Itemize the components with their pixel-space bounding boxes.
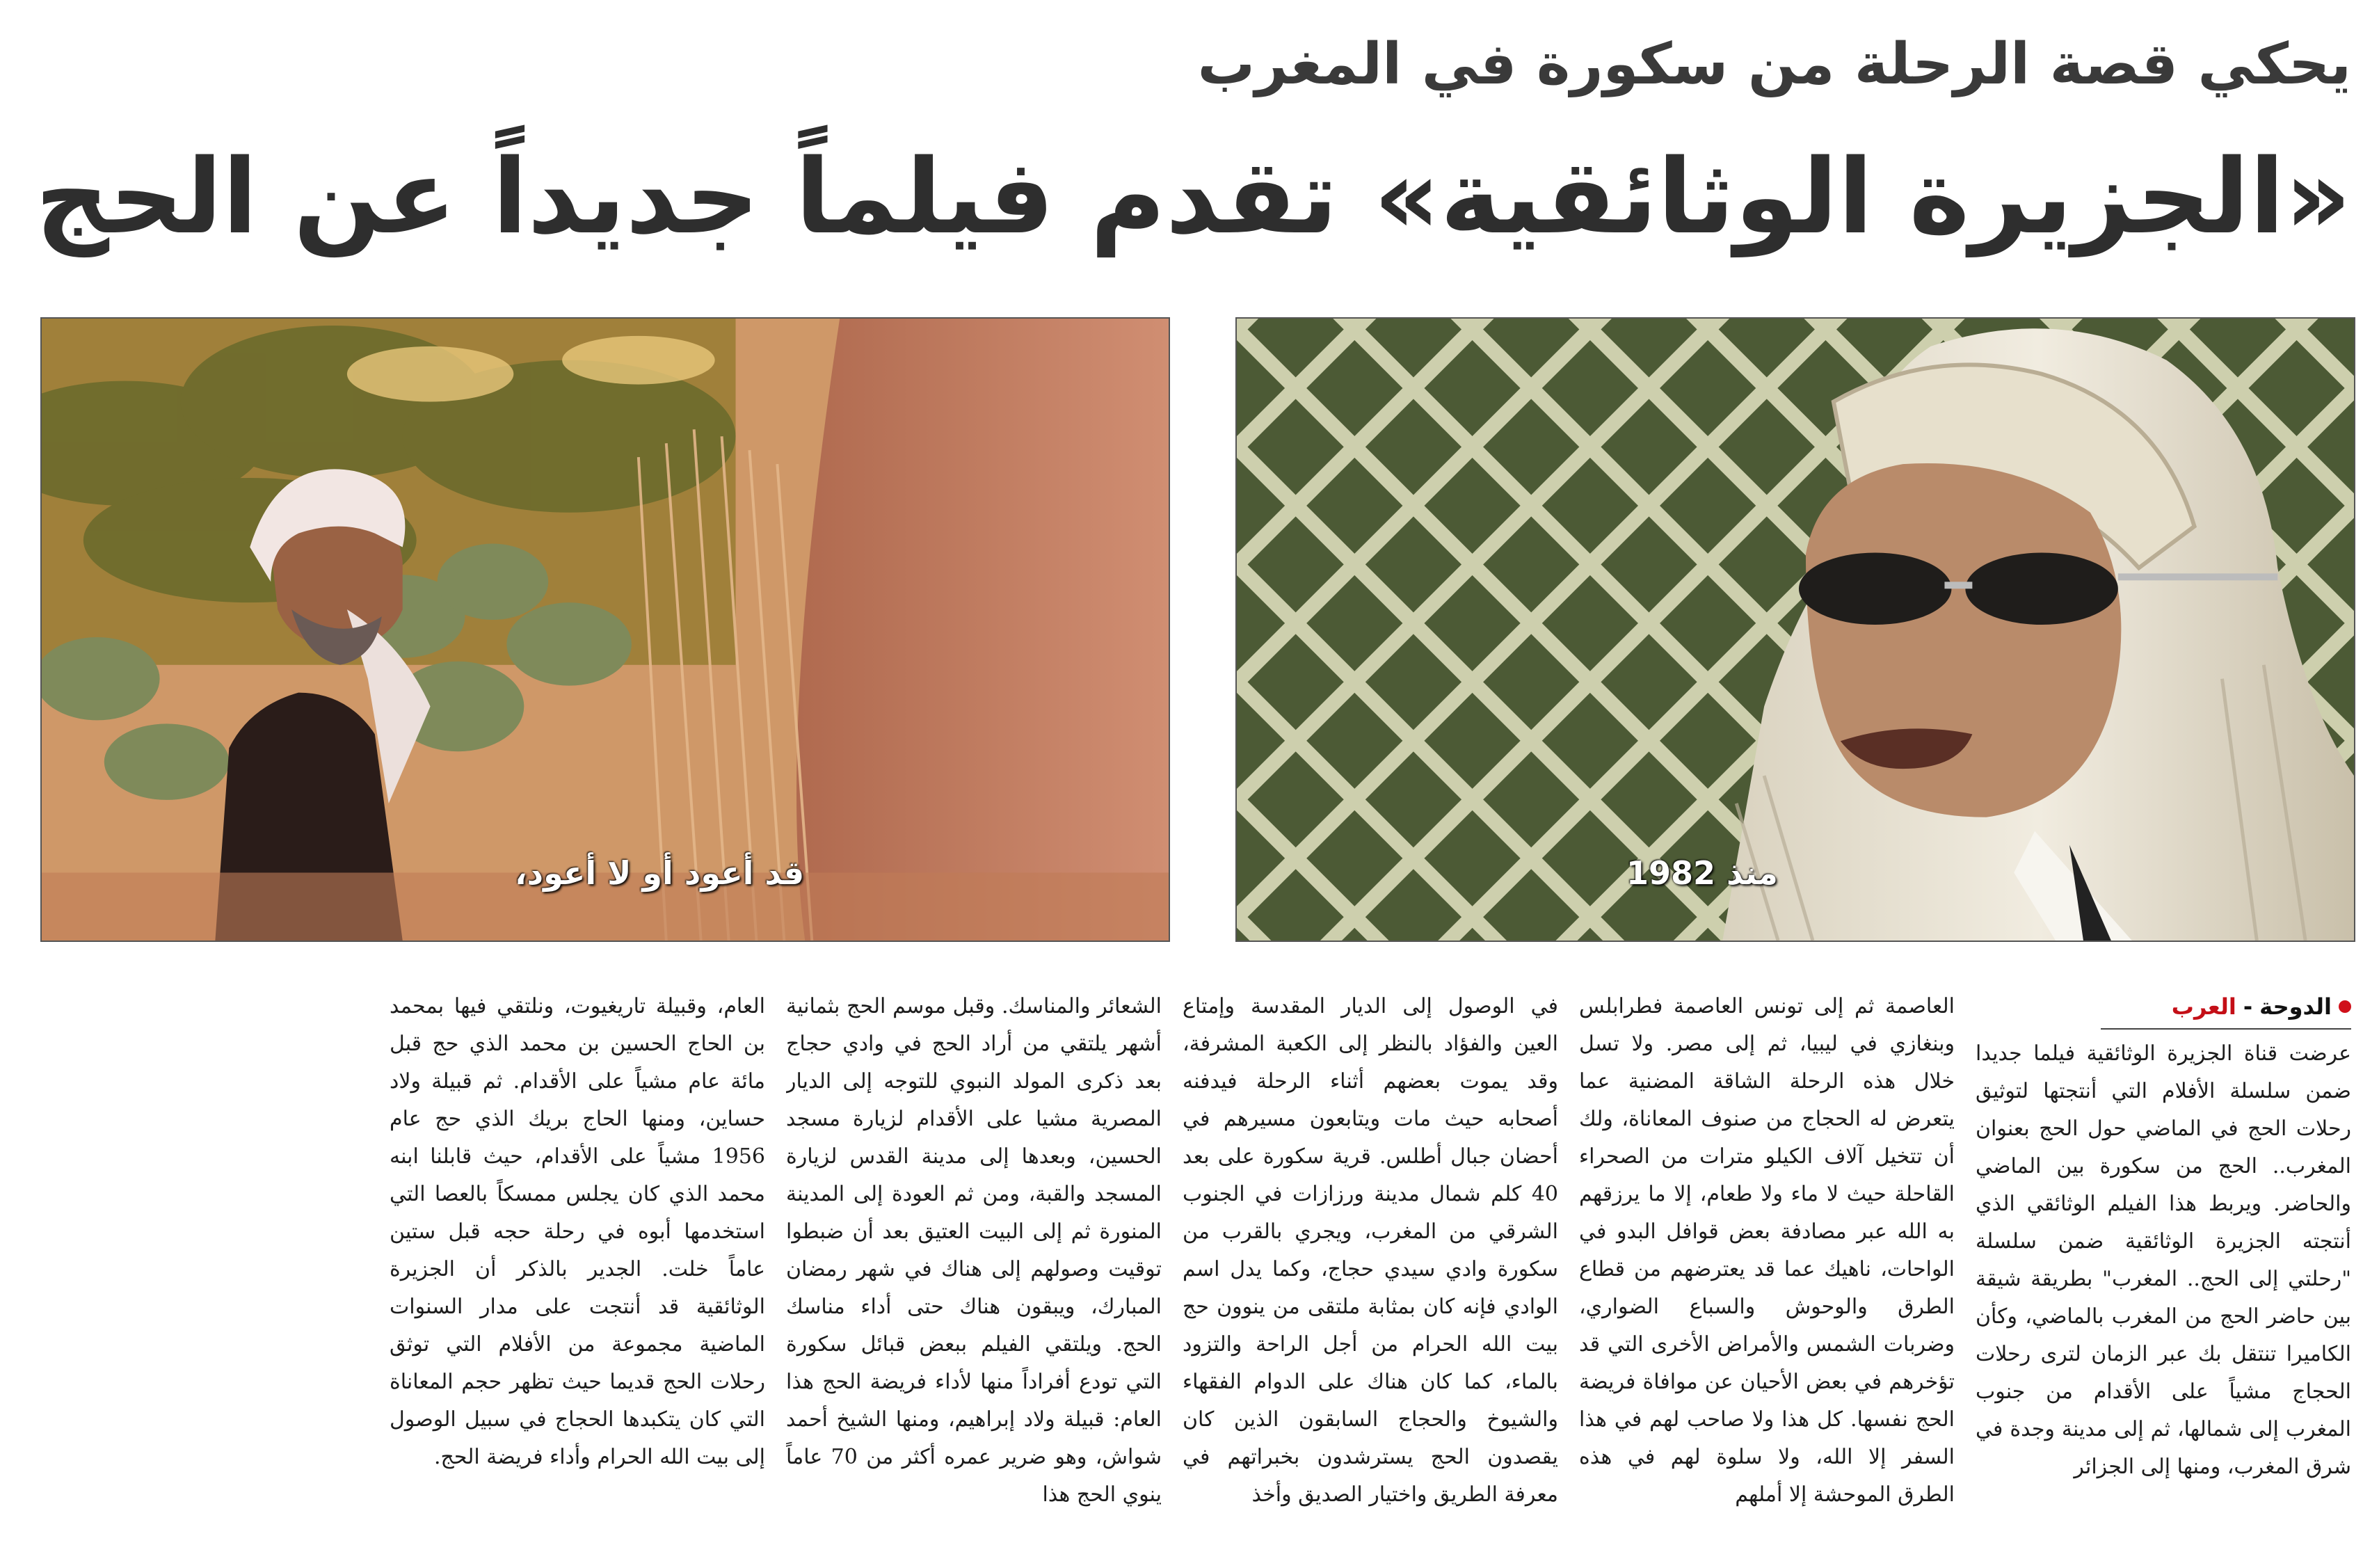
article-column	[1183, 988, 1558, 1544]
column-text: الشعائر والمناسك. وقبل موسم الحج بثمانية أشهر يلتقي من أراد الحج في وادي حجاج بعد ذكرى المولد النبوي للتوجه إلى الديار المصرية مشيا على الأقدام لزيارة مسجد الحسين، وبعدها إلى مدينة القدس لزيارة المسجد والقبة، ومن ثم العودة إلى المدينة المنورة ثم إلى البيت العتيق بعد أن ضبطوا توقيت وصولهم إلى هناك في شهر رمضان المبارك، ويبقون هناك حتى أداء مناسك الحج. ويلتقي الفيلم ببعض قبائل سكورة التي تودع أفراداً منها لأداء فريضة الحج هذا العام: قبيلة ولاد إبراهيم، ومنها الشيخ أحمد شواش، وهو ضرير عمره أكثر من 70 عاماً ينوي الحج هذا	[786, 994, 1162, 1507]
column-text: في الوصول إلى الديار المقدسة وإمتاع العين والفؤاد بالنظر إلى الكعبة المشرفة، وقد يموت بعضهم أثناء الرحلة فيدفنه أصحابه حيث مات ويتابعون مسيرهم في أحضان جبال أطلس. قرية سكورة على بعد 40 كلم شمال مدينة ورزازات في الجنوب الشرقي من المغرب، ويجري بالقرب من سكورة وادي سيدي حجاج، وكما يدل اسم الوادي فإنه كان بمثابة ملتقى من ينوون حج بيت الله الحرام من أجل الراحة والتزود بالماء، كما كان هناك على الدوام الفقهاء والشيوخ والحجاج السابقون الذين كان يقصدون الحج يسترشدون بخبراتهم في معرفة الطريق واختيار الصديق وأخذ	[1183, 994, 1558, 1507]
byline	[1976, 988, 2351, 1025]
byline-source: العرب	[2171, 993, 2236, 1020]
article-kicker: يحكي قصة الرحلة من سكورة في المغرب	[1197, 31, 2351, 97]
article-headline: «الجزيرة الوثائقية» تقدم فيلماً جديداً عن الحج	[35, 137, 2351, 257]
article-column	[390, 988, 765, 1544]
column-text: العام، وقبيلة تاريغيوت، ونلتقي فيها بمحمد بن الحاج الحسين بن محمد الذي حج قبل مائة عام مشياً على الأقدام. ثم قبيلة ولاد حساين، ومنها الحاج بريك الذي حج عام 1956 مشياً على الأقدام، حيث قابلنا ابنه محمد الذي كان يجلس ممسكاً بالعصا التي استخدمها أبوه في رحلة حجه قبل ستين عاماً خلت. الجدير بالذكر أن الجزيرة الوثائقية قد أنتجت على مدار السنوات الماضية مجموعة من الأفلام التي توثق رحلات الحج قديما حيث تظهر حجم المعاناة التي كان يتكبدها الحجاج في سبيل الوصول إلى بيت الله الحرام وأداء فريضة الحج.	[390, 994, 765, 1469]
photo-subtitle: قد أعود أو لا أعود،	[515, 854, 805, 892]
photo-man-turban	[40, 317, 1170, 942]
photo-subtitle: منذ 1982	[1626, 854, 1778, 892]
article-column	[1976, 988, 2351, 1544]
article-body	[28, 988, 2351, 1544]
column-text: عرضت قناة الجزيرة الوثائقية فيلما جديدا ضمن سلسلة الأفلام التي أنتجتها لتوثيق رحلات الحج في الماضي حول الحج بعنوان المغرب.. الحج من سكورة بين الماضي والحاضر. ويربط هذا الفيلم الوثائقي الذي أنتجته الجزيرة الوثائقية ضمن سلسلة "رحلتي إلى الحج.. المغرب" بطريقة شيقة بين حاضر الحج من المغرب بالماضي، وكأن الكاميرا تنتقل بك عبر الزمان لترى رحلات الحجاج مشياً على الأقدام من جنوب المغرب إلى شمالها، ثم إلى مدينة وجدة في شرق المغرب، ومنها إلى الجزائر	[1976, 1041, 2351, 1479]
column-text: العاصمة ثم إلى تونس العاصمة فطرابلس وبنغازي في ليبيا، ثم إلى مصر. ولا تسل خلال هذه الرحلة الشاقة المضنية عما يتعرض له الحجاج من صنوف المعاناة، ولك أن تتخيل آلاف الكيلو مترات من الصحراء القاحلة حيث لا ماء ولا طعام، إلا ما يرزقهم به الله عبر مصادفة بعض قوافل البدو في الواحات، ناهيك عما قد يعترضهم من قطاع الطرق والوحوش والسباع الضواري، وضربات الشمس والأمراض الأخرى التي قد تؤخرهم في بعض الأحيان عن موافاة فريضة الحج نفسها. كل هذا ولا صاحب لهم في هذا السفر إلا الله، ولا سلوة لهم في هذه الطرق الموحشة إلا أملهم	[1579, 994, 1955, 1507]
photo-man-sunglasses	[1235, 317, 2355, 942]
byline-separator: -	[2243, 993, 2253, 1020]
byline-divider	[2101, 1028, 2351, 1030]
article-column	[786, 988, 1162, 1544]
article-column	[1579, 988, 1955, 1544]
bullet-icon	[2339, 1000, 2351, 1013]
byline-city: الدوحة	[2259, 993, 2332, 1020]
